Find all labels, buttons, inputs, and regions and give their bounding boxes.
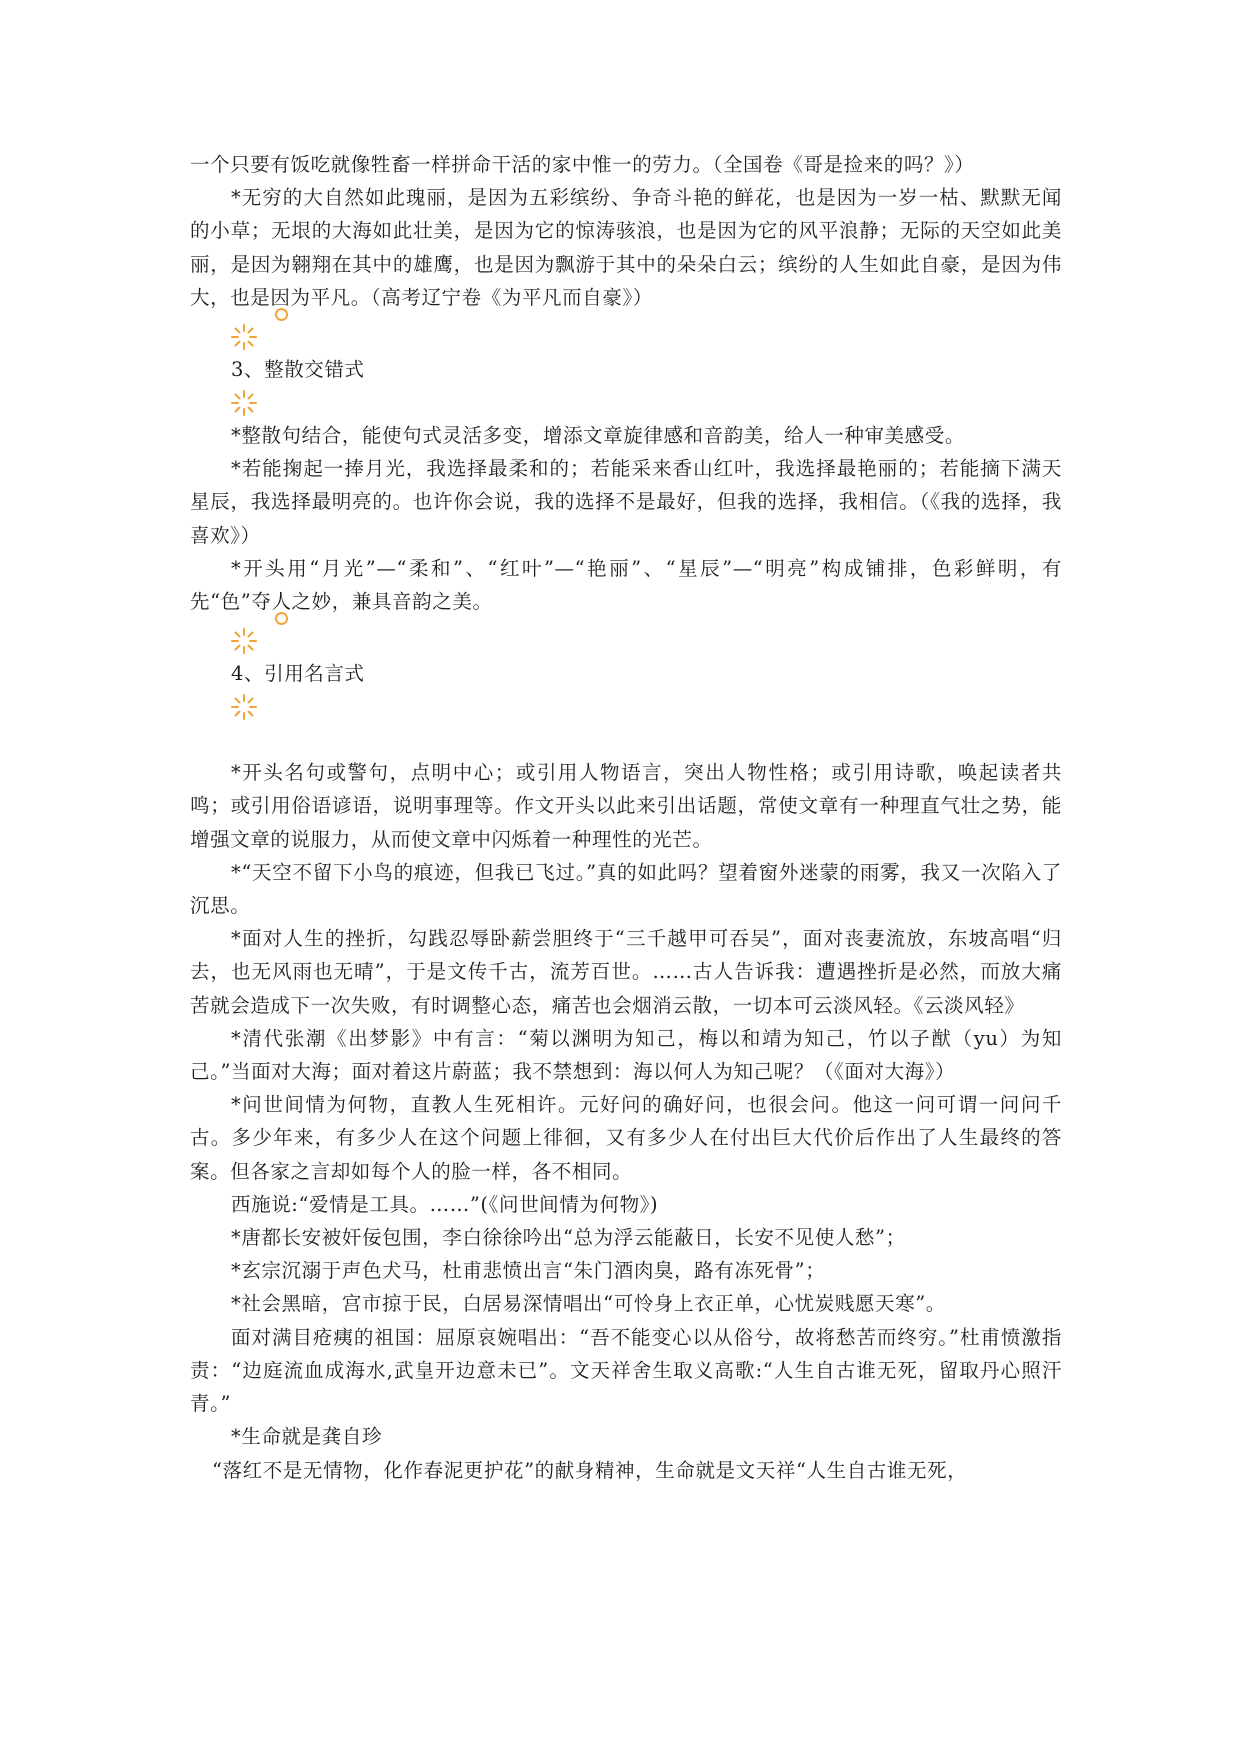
section4-paragraph: *面对人生的挫折，勾践忍辱卧薪尝胆终于“三千越甲可吞吴”，面对丧妻流放，东坡高唱“归去，也无风雨也无晴”，于是文传千古，流芳百世。……古人告诉我：遭遇挫折是必然，而放大痛苦就会造成下一次失败，有时调整心态，痛苦也会烟消云散，一切本可云淡风轻。《云淡风轻》 (190, 927, 1062, 1017)
sparkle-ring-icon (231, 320, 1062, 353)
sparkle-icon (231, 694, 257, 720)
section4-paragraph: 西施说:“爱情是工具。……”(《问世间情为何物》) (231, 1192, 659, 1216)
section3-paragraph: *若能掬起一捧月光，我选择最柔和的；若能采来香山红叶，我选择最艳丽的；若能摘下满天星辰，我选择最明亮的。也许你会说，我的选择不是最好，但我的选择，我相信。（《我的选择，我喜欢》） (190, 457, 1062, 547)
paragraph-continuation: 一个只要有饭吃就像牲畜一样拼命干活的家中惟一的劳力。（全国卷《哥是捡来的吗？》） (190, 153, 975, 176)
section4-paragraph: *唐都长安被奸佞包围，李白徐徐吟出“总为浮云能蔽日，长安不见使人愁”； (231, 1226, 906, 1250)
section3-paragraph: *整散句结合，能使句式灵活多变，增添文章旋律感和音韵美，给人一种审美感受。 (231, 424, 965, 448)
sparkle-icon (231, 324, 257, 350)
sparkle-icon-small (231, 386, 1062, 419)
ring-icon (275, 612, 288, 625)
section4-paragraph: *“天空不留下小鸟的痕迹，但我已飞过。”真的如此吗？望着窗外迷蒙的雨雾，我又一次陷入了沉思。 (190, 860, 1062, 918)
ring-icon (275, 308, 288, 321)
section4-paragraph: 面对满目疮痍的祖国：屈原哀婉唱出：“吾不能变心以从俗兮，故将愁苦而终穷。”杜甫愤激指责：“边庭流血成海水,武皇开边意未已”。文天祥舍生取义高歌:“人生自古谁无死，留取丹心照汗青。” (190, 1325, 1062, 1416)
sparkle-ring-icon (231, 624, 1062, 657)
section4-last-line: “落红不是无情物，化作春泥更护花”的献身精神，生命就是文天祥“人生自古谁无死， (212, 1458, 968, 1482)
section3-paragraph: *开头用“月光”—“柔和”、“红叶”—“艳丽”、“星辰”—“明亮”构成铺排，色彩鲜明，有先“色”夺人之妙，兼具音韵之美。 (190, 556, 1062, 614)
section-heading-4: 4、引用名言式 (231, 662, 365, 686)
section4-paragraph: *开头名句或警句，点明中心；或引用人物语言，突出人物性格；或引用诗歌，唤起读者共鸣；或引用俗语谚语，说明事理等。作文开头以此来引出话题，常使文章有一种理直气壮之势，能增强文章的说服力，从而使文章中闪烁着一种理性的光芒。 (190, 761, 1062, 851)
section4-paragraph: *玄宗沉溺于声色犬马，杜甫悲愤出言“朱门酒肉臭，路有冻死骨”； (231, 1259, 826, 1283)
section4-paragraph: *清代张潮《出梦影》中有言：“菊以渊明为知己，梅以和靖为知己，竹以子猷（yu）为知己。”当面对大海；面对着这片蔚蓝；我不禁想到：海以何人为知己呢？（《面对大海》） (190, 1026, 1062, 1084)
section-heading-3: 3、整散交错式 (231, 358, 365, 382)
sparkle-icon (231, 390, 257, 416)
section4-paragraph: *生命就是龚自珍 (231, 1425, 383, 1449)
document-page (190, 148, 1062, 1487)
paragraph-nature-metaphor: *无穷的大自然如此瑰丽，是因为五彩缤纷、争奇斗艳的鲜花，也是因为一岁一枯、默默无闻的小草；无垠的大海如此壮美，是因为它的惊涛骇浪，也是因为它的风平浪静；无际的天空如此美丽，是因为翱翔在其中的雄鹰，也是因为飘游于其中的朵朵白云；缤纷的人生如此自豪，是因为伟大，也是因为平凡。（高考辽宁卷《为平凡而自豪》） (190, 186, 1062, 309)
section4-paragraph: *社会黑暗，宫市掠于民，白居易深情唱出“可怜身上衣正单，心忧炭贱愿天寒”。 (231, 1292, 946, 1316)
section4-paragraph: *问世间情为何物，直教人生死相许。元好问的确好问，也很会问。他这一问可谓一问问千古。多少年来，有多少人在这个问题上徘徊，又有多少人在付出巨大代价后作出了人生最终的答案。但各家之言却如每个人的脸一样，各不相同。 (190, 1093, 1062, 1183)
sparkle-icon-small (231, 690, 1062, 723)
sparkle-icon (231, 628, 257, 654)
